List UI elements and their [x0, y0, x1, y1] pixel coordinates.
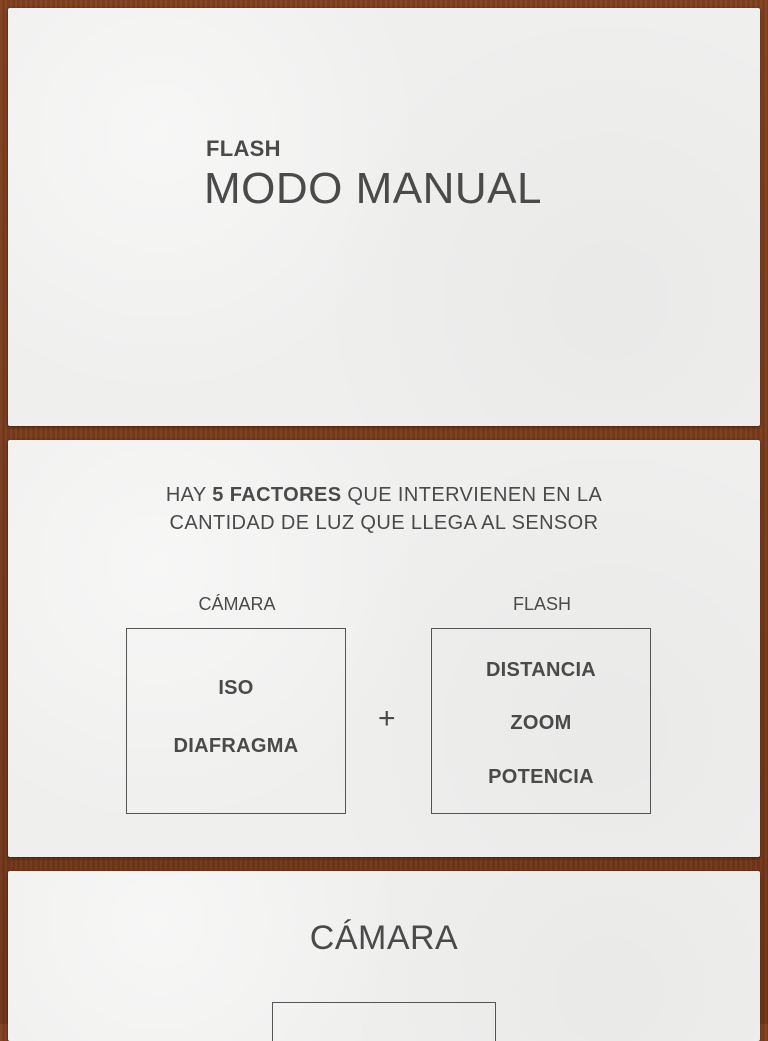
- slide-title-text: MODO MANUAL: [204, 164, 542, 213]
- slide-kicker: FLASH: [206, 136, 281, 161]
- factor-iso: ISO: [218, 677, 254, 699]
- intro-text-before: HAY: [165, 484, 213, 506]
- intro-text-line-2: CANTIDAD DE LUZ QUE LLEGA AL SENSOR: [169, 512, 599, 534]
- factor-potencia: POTENCIA: [488, 766, 594, 788]
- slide-factors: [8, 440, 760, 857]
- slide-title: [8, 8, 760, 426]
- intro-text-after: QUE INTERVIENEN EN LA: [341, 484, 603, 506]
- plus-operator: +: [378, 702, 396, 735]
- factor-zoom: ZOOM: [510, 712, 572, 734]
- slide-camera-title: CÁMARA: [309, 919, 459, 957]
- camera-factors-box: [126, 628, 346, 814]
- intro-text-line-1: [8, 484, 760, 507]
- camera-box: [272, 1002, 496, 1041]
- intro-text-highlight: 5 FACTORES: [212, 484, 342, 506]
- flash-factors-box: [431, 628, 651, 814]
- factor-diafragma: DIAFRAGMA: [173, 735, 299, 757]
- slide-camera: [8, 871, 760, 1041]
- factor-distancia: DISTANCIA: [485, 659, 597, 681]
- camera-column-label: CÁMARA: [198, 594, 276, 614]
- flash-column-label: FLASH: [512, 594, 572, 614]
